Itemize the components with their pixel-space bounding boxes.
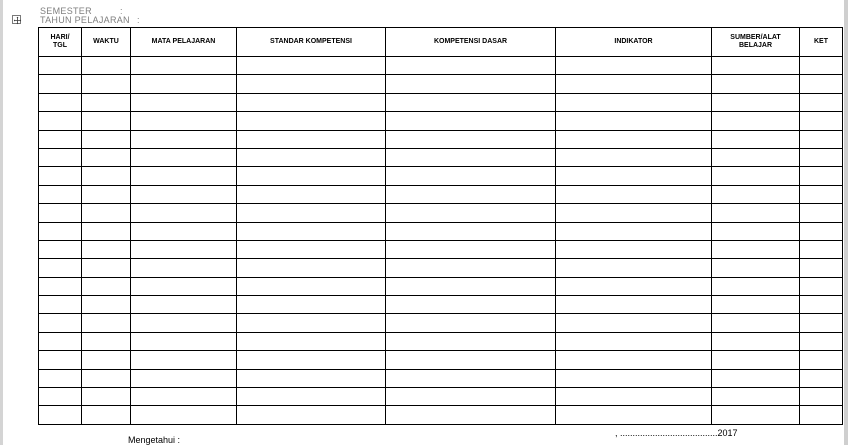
table-cell[interactable] <box>800 167 843 185</box>
table-cell[interactable] <box>800 351 843 369</box>
table-cell[interactable] <box>386 75 556 93</box>
table-cell[interactable] <box>131 75 237 93</box>
table-cell[interactable] <box>800 296 843 314</box>
table-cell[interactable] <box>39 406 82 424</box>
table-cell[interactable] <box>82 93 131 111</box>
table-cell[interactable] <box>712 204 800 222</box>
table-cell[interactable] <box>556 148 712 166</box>
page-right-edge <box>844 0 848 445</box>
table-cell[interactable] <box>712 222 800 240</box>
table-cell[interactable] <box>131 314 237 332</box>
table-cell[interactable] <box>82 204 131 222</box>
table-cell[interactable] <box>800 406 843 424</box>
table-cell[interactable] <box>556 93 712 111</box>
table-cell[interactable] <box>386 406 556 424</box>
table-cell[interactable] <box>556 277 712 295</box>
table-cell[interactable] <box>237 148 386 166</box>
table-row <box>39 406 843 424</box>
table-cell[interactable] <box>800 332 843 350</box>
table-cell[interactable] <box>386 167 556 185</box>
table-cell[interactable] <box>131 369 237 387</box>
table-row <box>39 388 843 406</box>
table-cell[interactable] <box>556 167 712 185</box>
table-cell[interactable] <box>82 75 131 93</box>
table-cell[interactable] <box>237 296 386 314</box>
table-cell[interactable] <box>712 240 800 258</box>
table-row <box>39 130 843 148</box>
table-cell[interactable] <box>82 296 131 314</box>
table-cell[interactable] <box>237 204 386 222</box>
table-cell[interactable] <box>82 130 131 148</box>
table-row <box>39 277 843 295</box>
table-cell[interactable] <box>800 222 843 240</box>
table-cell[interactable] <box>237 57 386 75</box>
table-cell[interactable] <box>237 369 386 387</box>
table-cell[interactable] <box>237 277 386 295</box>
table-cell[interactable] <box>82 167 131 185</box>
table-cell[interactable] <box>386 351 556 369</box>
table-cell[interactable] <box>237 351 386 369</box>
table-cell[interactable] <box>131 148 237 166</box>
table-cell[interactable] <box>39 369 82 387</box>
table-cell[interactable] <box>386 296 556 314</box>
table-cell[interactable] <box>39 259 82 277</box>
table-cell[interactable] <box>386 204 556 222</box>
table-row <box>39 57 843 75</box>
table-cell[interactable] <box>82 369 131 387</box>
table-cell[interactable] <box>39 296 82 314</box>
table-cell[interactable] <box>712 388 800 406</box>
table-row <box>39 75 843 93</box>
table-cell[interactable] <box>800 259 843 277</box>
table-cell[interactable] <box>237 93 386 111</box>
table-cell[interactable] <box>712 75 800 93</box>
semester-colon: : <box>120 6 123 16</box>
table-cell[interactable] <box>131 277 237 295</box>
table-cell[interactable] <box>556 185 712 203</box>
table-cell[interactable] <box>39 112 82 130</box>
table-cell[interactable] <box>712 314 800 332</box>
table-cell[interactable] <box>237 240 386 258</box>
table-cell[interactable] <box>712 112 800 130</box>
column-header: SUMBER/ALAT BELAJAR <box>712 28 800 57</box>
table-cell[interactable] <box>131 296 237 314</box>
table-cell[interactable] <box>82 57 131 75</box>
tahun-label: TAHUN PELAJARAN <box>40 15 130 25</box>
table-cell[interactable] <box>82 185 131 203</box>
table-cell[interactable] <box>556 332 712 350</box>
table-cell[interactable] <box>82 332 131 350</box>
table-cell[interactable] <box>237 314 386 332</box>
table-cell[interactable] <box>556 240 712 258</box>
table-cell[interactable] <box>39 93 82 111</box>
table-cell[interactable] <box>386 148 556 166</box>
table-cell[interactable] <box>237 185 386 203</box>
table-cell[interactable] <box>39 130 82 148</box>
table-cell[interactable] <box>712 351 800 369</box>
table-cell[interactable] <box>39 222 82 240</box>
table-cell[interactable] <box>800 75 843 93</box>
table-cell[interactable] <box>712 167 800 185</box>
table-cell[interactable] <box>131 259 237 277</box>
table-cell[interactable] <box>39 351 82 369</box>
table-cell[interactable] <box>39 240 82 258</box>
table-cell[interactable] <box>386 185 556 203</box>
table-cell[interactable] <box>237 130 386 148</box>
table-cell[interactable] <box>237 112 386 130</box>
table-cell[interactable] <box>800 130 843 148</box>
column-header: KOMPETENSI DASAR <box>386 28 556 57</box>
table-cell[interactable] <box>386 240 556 258</box>
column-header: HARI/ TGL <box>39 28 82 57</box>
table-cell[interactable] <box>237 332 386 350</box>
tahun-line <box>40 15 140 25</box>
table-cell[interactable] <box>386 277 556 295</box>
table-cell[interactable] <box>386 222 556 240</box>
table-cell[interactable] <box>712 93 800 111</box>
table-cell[interactable] <box>82 112 131 130</box>
schedule-table <box>38 27 843 425</box>
table-cell[interactable] <box>39 148 82 166</box>
table-cell[interactable] <box>39 277 82 295</box>
table-cell[interactable] <box>237 222 386 240</box>
table-cell[interactable] <box>556 369 712 387</box>
table-cell[interactable] <box>386 112 556 130</box>
table-cell[interactable] <box>800 112 843 130</box>
table-cell[interactable] <box>800 204 843 222</box>
table-cell[interactable] <box>712 369 800 387</box>
table-cell[interactable] <box>237 406 386 424</box>
table-cell[interactable] <box>556 204 712 222</box>
table-cell[interactable] <box>82 406 131 424</box>
table-row <box>39 369 843 387</box>
table-cell[interactable] <box>386 57 556 75</box>
table-cell[interactable] <box>131 130 237 148</box>
semester-label: SEMESTER <box>40 6 92 16</box>
table-cell[interactable] <box>556 112 712 130</box>
table-cell[interactable] <box>39 388 82 406</box>
table-row <box>39 204 843 222</box>
table-cell[interactable] <box>237 167 386 185</box>
date-line: , .......................................2017 <box>615 428 738 438</box>
table-row <box>39 332 843 350</box>
table-cell[interactable] <box>712 259 800 277</box>
table-row <box>39 185 843 203</box>
table-cell[interactable] <box>39 204 82 222</box>
table-row <box>39 222 843 240</box>
table-cell[interactable] <box>82 277 131 295</box>
table-cell[interactable] <box>556 388 712 406</box>
table-cell[interactable] <box>39 57 82 75</box>
table-cell[interactable] <box>386 259 556 277</box>
table-cell[interactable] <box>800 388 843 406</box>
table-cell[interactable] <box>800 57 843 75</box>
table-cell[interactable] <box>82 314 131 332</box>
table-row <box>39 112 843 130</box>
table-cell[interactable] <box>386 369 556 387</box>
table-header-row <box>39 28 843 57</box>
table-cell[interactable] <box>131 204 237 222</box>
table-cell[interactable] <box>800 93 843 111</box>
table-cell[interactable] <box>131 388 237 406</box>
table-row <box>39 167 843 185</box>
table-cell[interactable] <box>131 93 237 111</box>
table-cell[interactable] <box>712 332 800 350</box>
table-row <box>39 148 843 166</box>
table-cell[interactable] <box>82 148 131 166</box>
table-cell[interactable] <box>386 130 556 148</box>
page-left-edge <box>0 0 3 445</box>
mengetahui-label: Mengetahui : <box>128 435 181 445</box>
table-cell[interactable] <box>800 277 843 295</box>
table-row <box>39 314 843 332</box>
table-cell[interactable] <box>556 296 712 314</box>
table-cell[interactable] <box>712 185 800 203</box>
table-cell[interactable] <box>237 75 386 93</box>
table-cell[interactable] <box>556 351 712 369</box>
table-cell[interactable] <box>712 277 800 295</box>
table-cell[interactable] <box>386 332 556 350</box>
column-header: MATA PELAJARAN <box>131 28 237 57</box>
table-cell[interactable] <box>556 130 712 148</box>
table-cell[interactable] <box>39 75 82 93</box>
table-cell[interactable] <box>131 222 237 240</box>
table-cell[interactable] <box>556 222 712 240</box>
table-cell[interactable] <box>712 296 800 314</box>
table-row <box>39 351 843 369</box>
table-row <box>39 240 843 258</box>
column-header: KET <box>800 28 843 57</box>
table-cell[interactable] <box>556 314 712 332</box>
table-cell[interactable] <box>237 388 386 406</box>
table-cell[interactable] <box>800 369 843 387</box>
table-cell[interactable] <box>386 388 556 406</box>
table-cell[interactable] <box>800 240 843 258</box>
table-cell[interactable] <box>131 406 237 424</box>
table-cell[interactable] <box>556 259 712 277</box>
table-cell[interactable] <box>712 130 800 148</box>
table-cell[interactable] <box>82 222 131 240</box>
table-cell[interactable] <box>556 75 712 93</box>
table-cell[interactable] <box>39 314 82 332</box>
table-cell[interactable] <box>131 112 237 130</box>
table-cell[interactable] <box>556 406 712 424</box>
table-cell[interactable] <box>556 57 712 75</box>
table-cell[interactable] <box>82 259 131 277</box>
table-cell[interactable] <box>712 148 800 166</box>
table-cell[interactable] <box>131 351 237 369</box>
table-cell[interactable] <box>712 57 800 75</box>
table-cell[interactable] <box>131 57 237 75</box>
table-cell[interactable] <box>131 240 237 258</box>
tahun-colon: : <box>137 15 140 25</box>
table-cell[interactable] <box>712 406 800 424</box>
column-header: WAKTU <box>82 28 131 57</box>
table-move-handle-icon[interactable] <box>12 15 21 24</box>
table-cell[interactable] <box>39 167 82 185</box>
table-cell[interactable] <box>800 185 843 203</box>
table-row <box>39 296 843 314</box>
table-row <box>39 93 843 111</box>
table-cell[interactable] <box>386 93 556 111</box>
table-cell[interactable] <box>800 314 843 332</box>
table-cell[interactable] <box>131 185 237 203</box>
column-header: STANDAR KOMPETENSI <box>237 28 386 57</box>
table-cell[interactable] <box>386 314 556 332</box>
table-cell[interactable] <box>82 388 131 406</box>
table-cell[interactable] <box>39 185 82 203</box>
table-cell[interactable] <box>82 240 131 258</box>
table-row <box>39 259 843 277</box>
table-cell[interactable] <box>800 148 843 166</box>
table-cell[interactable] <box>237 259 386 277</box>
column-header: INDIKATOR <box>556 28 712 57</box>
table-cell[interactable] <box>131 167 237 185</box>
table-cell[interactable] <box>39 332 82 350</box>
table-cell[interactable] <box>82 351 131 369</box>
table-cell[interactable] <box>131 332 237 350</box>
